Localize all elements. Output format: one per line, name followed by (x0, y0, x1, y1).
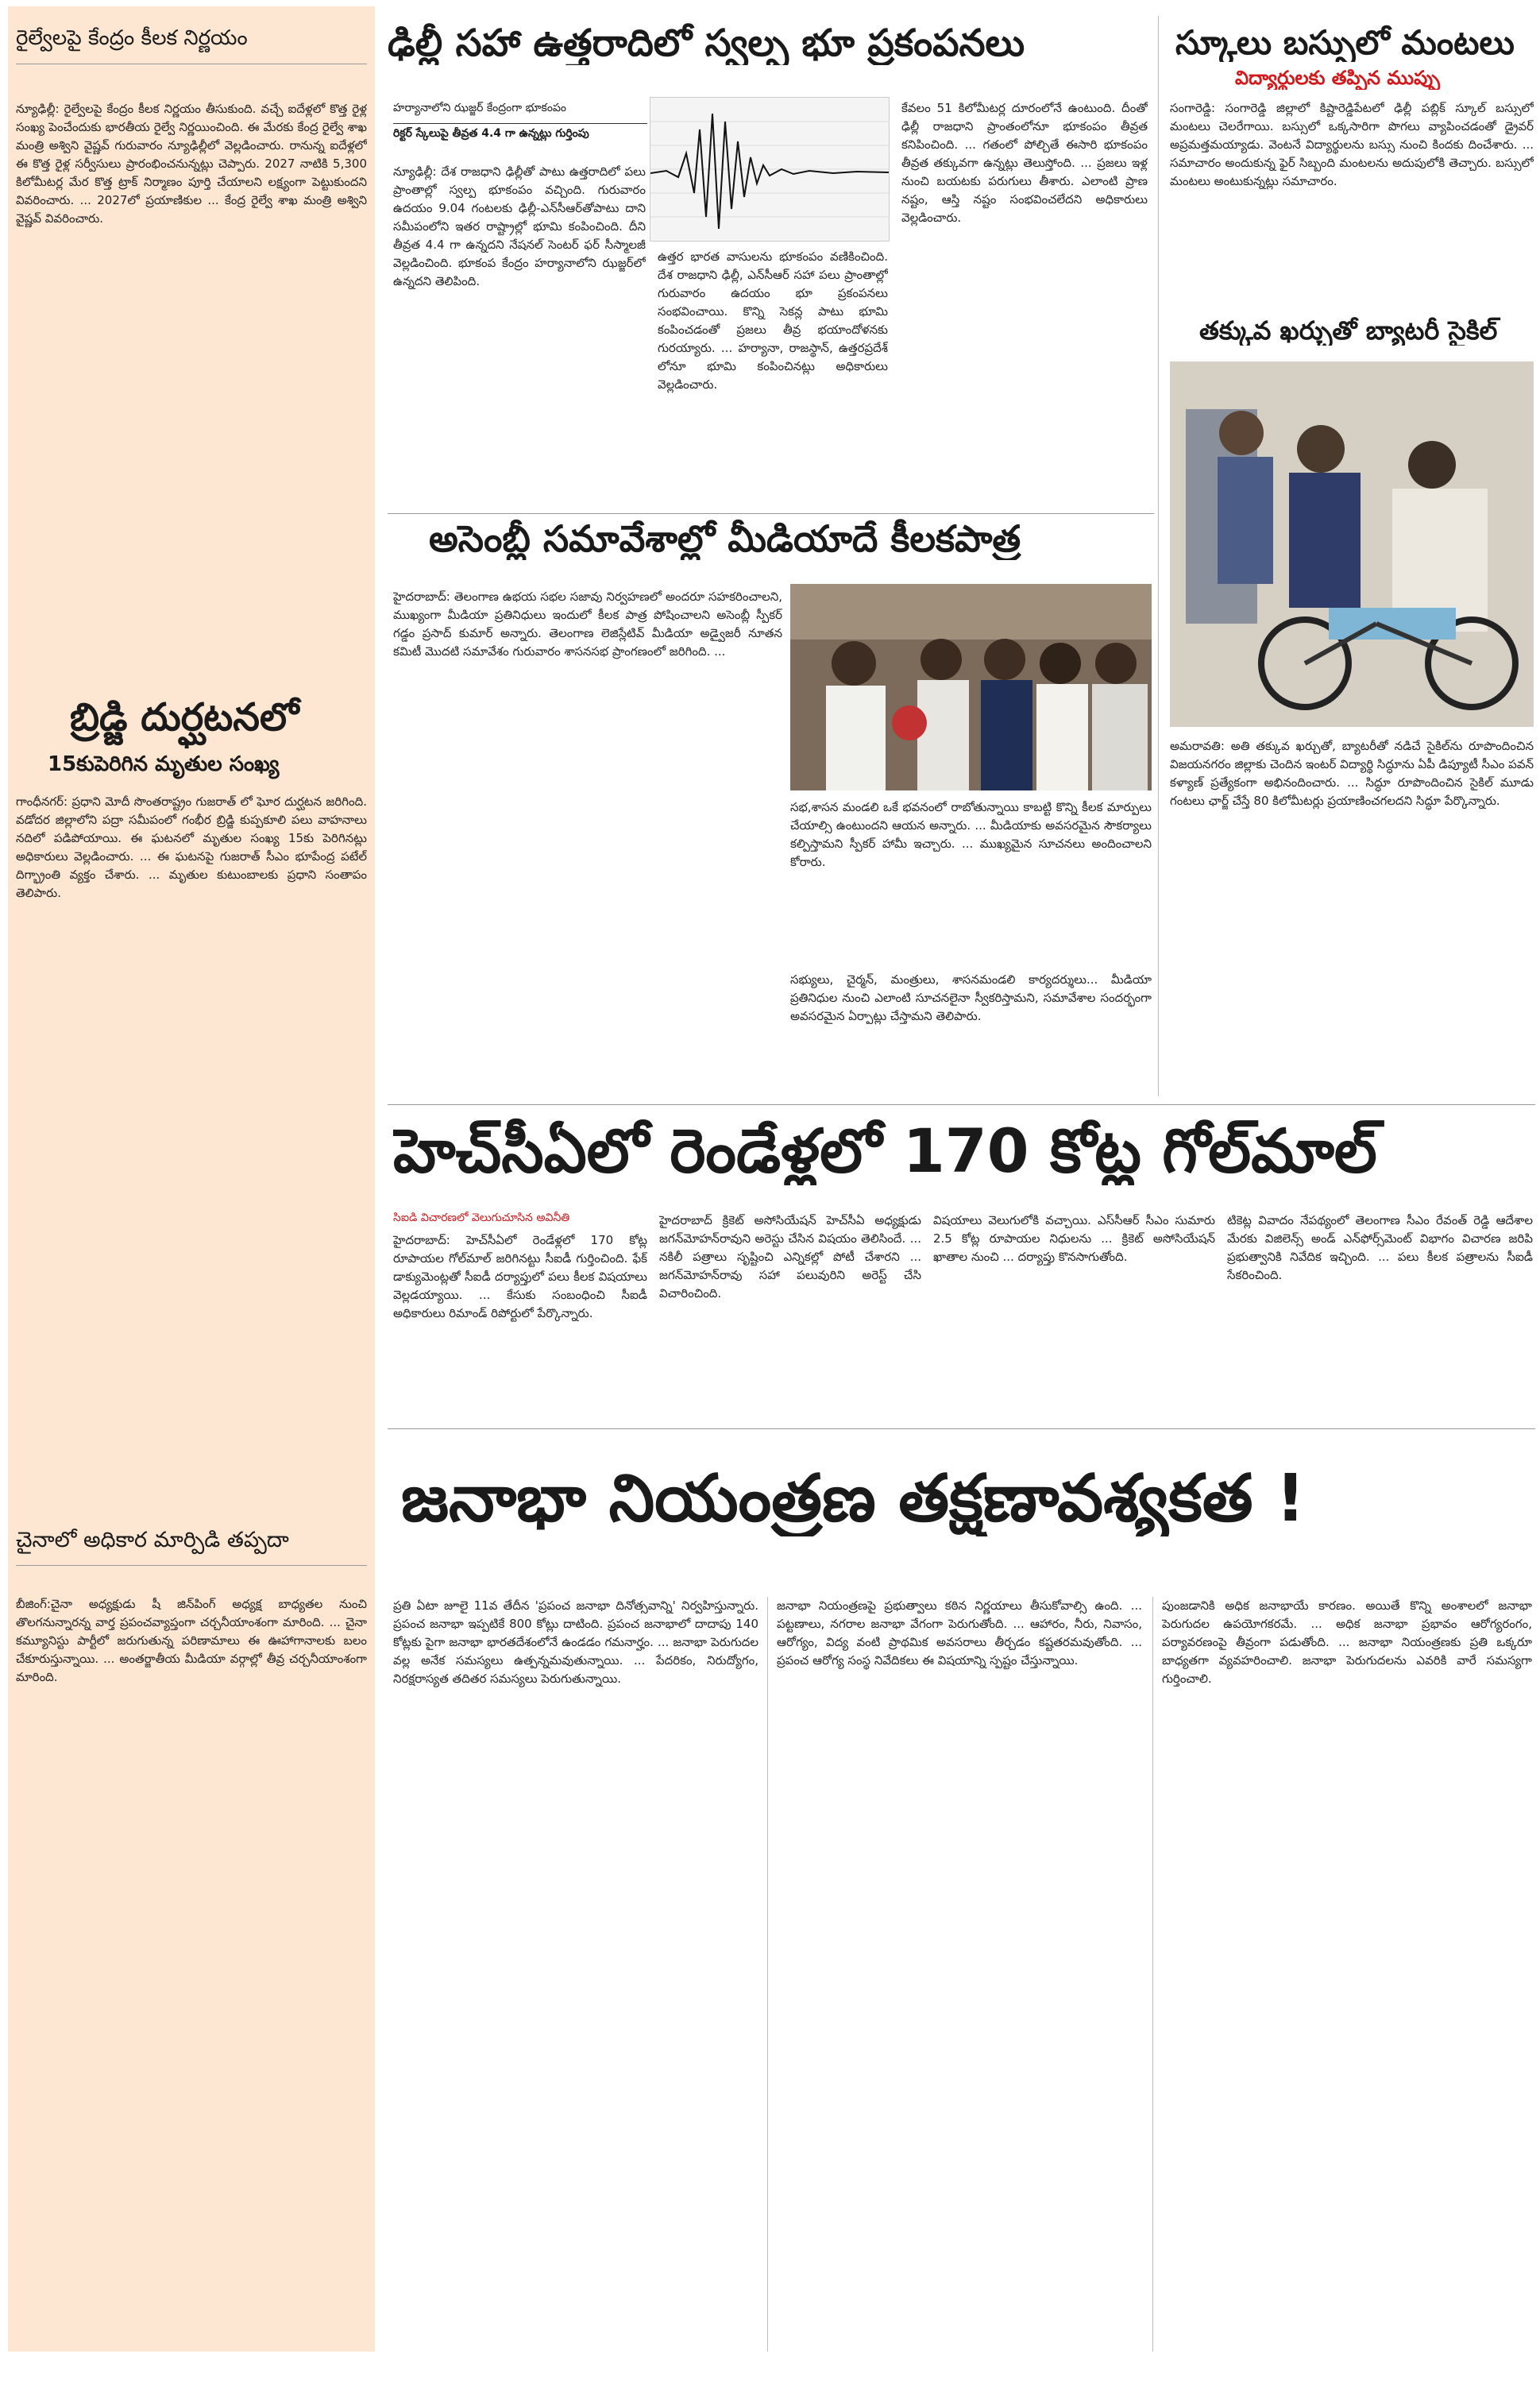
assembly-body-col3: సభ్యులు, చైర్మన్, మంత్రులు, శాసనమండలి కార్యదర్శులు... మీడియా ప్రతినిధుల నుంచి ఎలాంటి సూచనలైనా స్వీకరిస్తామని, సమావేశాల సందర్భంగా అవసరమైన ఏర్పాట్లు చేస్తామని తెలిపారు. (790, 972, 1152, 1023)
divider (388, 1104, 1535, 1105)
population-headline: జనాభా నియంత్రణ తక్షణావశ్యకత ! (401, 1462, 1306, 1536)
bridge-headline: బ్రిడ్జి దుర్ఘటనలో (70, 695, 299, 740)
hca-body-col1: హైదరాబాద్: హెచ్‌సీఏలో రెండేళ్లలో 170 కోట్ల రూపాయల గోల్‌మాల్ జరిగినట్టు సీఐడీ గుర్తించింది. ఫేక్ డాక్యుమెంట్లతో సీఐడీ దర్యాప్తులో పలు కీలక విషయాలు వెల్లడయ్యాయి. ... కేసుకు సంబంధించి సీఐడీ అధికారులు రిమాండ్ రిపోర్టులో పేర్కొన్నారు. (393, 1233, 647, 1320)
bus-article-body: సంగారెడ్డి: సంగారెడ్డి జిల్లాలో కిష్టారెడ్డిపేటలో ఢిల్లీ పబ్లిక్ స్కూల్ బస్సులో మంటలు చెలరేగాయి. బస్సులో ఒక్కసారిగా పొగలు వ్యాపించడంతో డ్రైవర్ అప్రమత్తమయ్యాడు. వెంటనే విద్యార్థులను బస్సు నుంచి కిందకు దించేశారు. ... సమాచారం అందుకున్న ఫైర్ సిబ్బంది మంటలను అదుపులోకి తెచ్చారు. బస్సులో మంటలు అంటుకున్నట్లు సమాచారం. (1170, 101, 1534, 188)
assembly-photo (790, 584, 1152, 790)
earthquake-kicker: హర్యానాలోని ఝజ్జర్ కేంద్రంగా భూకంపం (393, 102, 567, 114)
china-headline: చైనాలో అధికార మార్పిడి తప్పదా (16, 1528, 289, 1552)
hca-body-col3: విషయాలు వెలుగులోకి వచ్చాయి. ఎస్‌సీఆర్ సీఎం సుమారు 2.5 కోట్ల రూపాయల నిధులను ... క్రికెట్ అసోసియేషన్ ఖాతాల నుంచి ... దర్యాప్తు కొనసాగుతోంది. (933, 1213, 1215, 1264)
population-body-col2: జనాభా నియంత్రణపై ప్రభుత్వాలు కఠిన నిర్ణయాలు తీసుకోవాల్సి ఉంది. ... పట్టణాలు, నగరాల జనాభా వేగంగా పెరుగుతోంది. ... ఆహారం, నీరు, నివాసం, ఆరోగ్యం, విద్య వంటి ప్రాథమిక అవసరాలు తీర్చడం కష్టతరమవుతోంది. ... ప్రపంచ ఆరోగ్య సంస్థ నివేదికలు ఈ విషయాన్ని స్పష్టం చేస్తున్నాయి. (777, 1598, 1142, 1668)
bus-headline: స్కూలు బస్సులో మంటలు (1175, 24, 1515, 62)
earthquake-body-col2: ఉత్తర భారత వాసులను భూకంపం వణికించింది. దేశ రాజధాని ఢిల్లీ, ఎన్‌సీఆర్ సహా పలు ప్రాంతాల్లో గురువారం ఉదయం భూ ప్రకంపనలు సంభవించాయి. కొన్ని సెకన్ల పాటు భూమి కంపించడంతో ప్రజలు తీవ్ర భయాందోళనకు గురయ్యారు. ... హర్యానా, రాజస్థాన్, ఉత్తరప్రదేశ్ లోనూ భూమి కంపించినట్లు అధికారులు వెల్లడించారు. (658, 249, 888, 392)
cycle-headline: తక్కువ ఖర్చుతో బ్యాటరీ సైకిల్ (1199, 316, 1498, 346)
hca-body-col2: హైదరాబాద్ క్రికెట్ అసోసియేషన్ హెచ్‌సీఏ అధ్యక్షుడు జగన్‌మోహన్‌రావుని అరెస్టు చేసిన విషయం తెలిసిందే. ... నకిలీ పత్రాలు సృష్టించి ఎన్నికల్లో పోటీ చేశారని ... జగన్‌మోహన్‌రావు సహా పలువురిని అరెస్ట్ చేసి విచారించింది. (659, 1213, 921, 1301)
hca-headline: హెచ్‌సీఏలో రెండేళ్లలో 170 కోట్ల గోల్‌మాల్ (393, 1116, 1377, 1186)
cycle-photo (1170, 361, 1534, 727)
hca-body-col4: టికెట్ల వివాదం నేపథ్యంలో తెలంగాణ సీఎం రేవంత్ రెడ్డి ఆదేశాల మేరకు విజిలెన్స్ అండ్ ఎన్‌ఫోర్స్‌మెంట్ విభాగం విచారణ జరిపి ప్రభుత్వానికి నివేదిక ఇచ్చింది. ... పలు కీలక పత్రాలను సీఐడీ సేకరించింది. (1227, 1213, 1533, 1282)
population-body-col1: ప్రతి ఏటా జూలై 11వ తేదీన 'ప్రపంచ జనాభా దినోత్సవాన్ని' నిర్వహిస్తున్నారు. ప్రపంచ జనాభా ఇప్పటికే 800 కోట్లు దాటింది. ప్రపంచ జనాభాలో దాదాపు 140 కోట్లకు పైగా జనాభా భారతదేశంలోనే ఉండడం గమనార్హం. ... జనాభా పెరుగుదల వల్ల అనేక సమస్యలు ఉత్పన్నమవుతున్నాయి. ... పేదరికం, నిరుద్యోగం, నిరక్షరాస్యత తదితర సమస్యలు పెరుగుతున్నాయి. (393, 1598, 758, 1686)
column-divider (1152, 1597, 1153, 2352)
assembly-body-col1: హైదరాబాద్: తెలంగాణ ఉభయ సభల సజావు నిర్వహణలో అందరూ సహకరించాలని, ముఖ్యంగా మీడియా ప్రతినిధులు ఇందులో కీలక పాత్ర పోషించాలని అసెంబ్లీ స్పీకర్ గడ్డం ప్రసాద్ కుమార్ అన్నారు. తెలంగాణ లెజిస్లేటివ్ మీడియా అడ్వైజరీ నూతన కమిటీ మొదటి సమావేశం గురువారం శాసనసభ ప్రాంగణంలో జరిగింది. ... (393, 589, 782, 659)
left-column (8, 6, 375, 2352)
divider (16, 1565, 367, 1566)
bus-subheadline: విద్యార్థులకు తప్పిన ముప్పు (1235, 68, 1440, 89)
seismograph-photo (650, 97, 890, 242)
population-body-col3: పుంజడానికి అధిక జనాభాయే కారణం. అయితే కొన్ని అంశాలలో జనాభా పెరుగుదల ఉపయోగకరమే. ... అధిక జనాభా ప్రభావం ఆరోగ్యరంగం, పర్యావరణంపై తీవ్రంగా పడుతోంది. ... జనాభా నియంత్రణకు ప్రతి ఒక్కరూ బాధ్యతగా వ్యవహరించాలి. జనాభా పెరుగుదలను ఎవరికి వారే సమస్యగా గుర్తించాలి. (1162, 1598, 1532, 1686)
divider (393, 123, 647, 124)
earthquake-body-col1: న్యూఢిల్లీ: దేశ రాజధాని ఢిల్లీతో పాటు ఉత్తరాదిలో పలు ప్రాంతాల్లో స్వల్ప భూకంపం వచ్చింది. గురువారం ఉదయం 9.04 గంటలకు ఢిల్లీ-ఎన్‌సీఆర్‌తోపాటు దాని సమీపంలోని ఇతర రాష్ట్రాల్లో భూమి కంపించింది. దీని తీవ్రత 4.4 గా ఉన్నదని నేషనల్ సెంటర్ ఫర్ సీస్మాలజీ వెల్లడించింది. భూకంప కేంద్రం హర్యానాలోని ఝజ్జర్‌లో ఉన్నదని తెలిపింది. (393, 164, 646, 288)
bridge-article-body: గాంధీనగర్: ప్రధాని మోదీ సొంతరాష్ట్రం గుజరాత్ లో ఘోర దుర్ఘటన జరిగింది. వడోదర జిల్లాలోని పద్రా సమీపంలో గంభీర బ్రిడ్జి కుప్పకూలి పలు వాహనాలు నదిలో పడిపోయాయి. ఈ ఘటనలో మృతుల సంఖ్య 15కు పెరిగినట్లు అధికారులు వెల్లడించారు. ... ఈ ఘటనపై గుజరాత్ సీఎం భూపేంద్ర పటేల్ దిగ్భ్రాంతి వ్యక్తం చేశారు. ... మృతుల కుటుంబాలకు ప్రధాని సంతాపం తెలిపారు. (16, 794, 367, 900)
divider (388, 513, 1154, 514)
column-divider (1158, 16, 1159, 1096)
assembly-headline: అసెంబ్లీ సమావేశాల్లో మీడియాదే కీలకపాత్ర (429, 518, 1021, 560)
earthquake-headline: ఢిల్లీ సహా ఉత్తరాదిలో స్వల్ప భూ ప్రకంపనలు (388, 22, 1025, 65)
divider (388, 1428, 1535, 1429)
china-article-body: బీజింగ్:చైనా అధ్యక్షుడు షీ జిన్‌పింగ్ అధ్యక్ష బాధ్యతల నుంచి తొలగనున్నారన్న వార్త ప్రపంచవ్యాప్తంగా చర్చనీయాంశంగా మారింది. ... చైనా కమ్యూనిస్టు పార్టీలో జరుగుతున్న పరిణామాలు ఈ ఊహాగానాలకు బలం చేకూరుస్తున్నాయి. ... అంతర్జాతీయ మీడియా వర్గాల్లో తీవ్ర చర్చనీయాంశంగా మారింది. (16, 1597, 367, 1684)
earthquake-body-col3: కేవలం 51 కిలోమీటర్ల దూరంలోనే ఉంటుంది. దీంతో ఢిల్లీ రాజధాని ప్రాంతంలోనూ భూకంపం తీవ్రత కనిపించింది. ... గతంలో పోల్చితే ఈసారి భూకంపం తీవ్రత తక్కువగా ఉన్నట్లు తెలుస్తోంది. ... ప్రజలు ఇళ్ల నుంచి బయటకు పరుగులు తీశారు. ఎలాంటి ప్రాణ నష్టం, ఆస్తి నష్టం సంభవించలేదని అధికారులు వెల్లడించారు. (901, 101, 1148, 225)
column-divider (767, 1597, 768, 2352)
railway-article-body: న్యూఢిల్లీ: రైల్వేలపై కేంద్రం కీలక నిర్ణయం తీసుకుంది. వచ్చే ఐదేళ్లలో కొత్త రైళ్ల సంఖ్య పెంచేందుకు భారతీయ రైల్వే నిర్ణయించింది. ఈ మేరకు కేంద్ర రైల్వే శాఖ మంత్రి అశ్విని వైష్ణవ్ గురువారం న్యూఢిల్లీలో వెల్లడించారు. రానున్న ఐదేళ్లలో ఈ కొత్త రైళ్ల సర్వీసులు ప్రారంభించనున్నట్లు చెప్పారు. 2027 నాటికి 5,300 కిలోమీటర్ల మేర కొత్త ట్రాక్ నిర్మాణం పూర్తి చేయాలని లక్ష్యంగా పెట్టుకుందని వివరించారు. ... 2027లో ప్రయాణికుల ... కేంద్ర రైల్వే శాఖ మంత్రి అశ్విని వైష్ణవ్ వివరించారు. (16, 102, 367, 226)
hca-kicker: సిఐడి విచారణలో వెలుగుచూసిన అవినీతి (393, 1212, 570, 1224)
bridge-subheadline: 15కుపెరిగిన మృతుల సంఖ్య (48, 752, 280, 776)
earthquake-deck: రిక్టర్ స్కేలుపై తీవ్రత 4.4 గా ఉన్నట్లు గుర్తింపు (393, 127, 589, 140)
cycle-article-body: అమరావతి: అతి తక్కువ ఖర్చుతో, బ్యాటరీతో నడిచే సైకిల్‌ను రూపొందించిన విజయనగరం జిల్లాకు చెందిన ఇంటర్ విద్యార్థి సిద్ధూను ఏపీ డిప్యూటీ సీఎం పవన్ కళ్యాణ్ ప్రత్యేకంగా అభినందించారు. ... సిద్ధూ రూపొందించిన సైకిల్ మూడు గంటలు ఛార్జ్ చేస్తే 80 కిలోమీటర్లు ప్రయాణించగలదని సిద్ధూ పేర్కొన్నారు. (1170, 739, 1534, 808)
assembly-body-col2: సభ,శాసన మండలి ఒకే భవనంలో రాబోతున్నాయి కాబట్టి కొన్ని కీలక మార్పులు చేయాల్సి ఉంటుందని ఆయన అన్నారు. ... మీడియాకు అవసరమైన సౌకర్యాలు కల్పిస్తామని స్పీకర్ హామీ ఇచ్చారు. ... ముఖ్యమైన సూచనలు అందించాలని కోరారు. (790, 800, 1152, 869)
railway-headline: రైల్వేలపై కేంద్రం కీలక నిర్ణయం (16, 26, 248, 50)
